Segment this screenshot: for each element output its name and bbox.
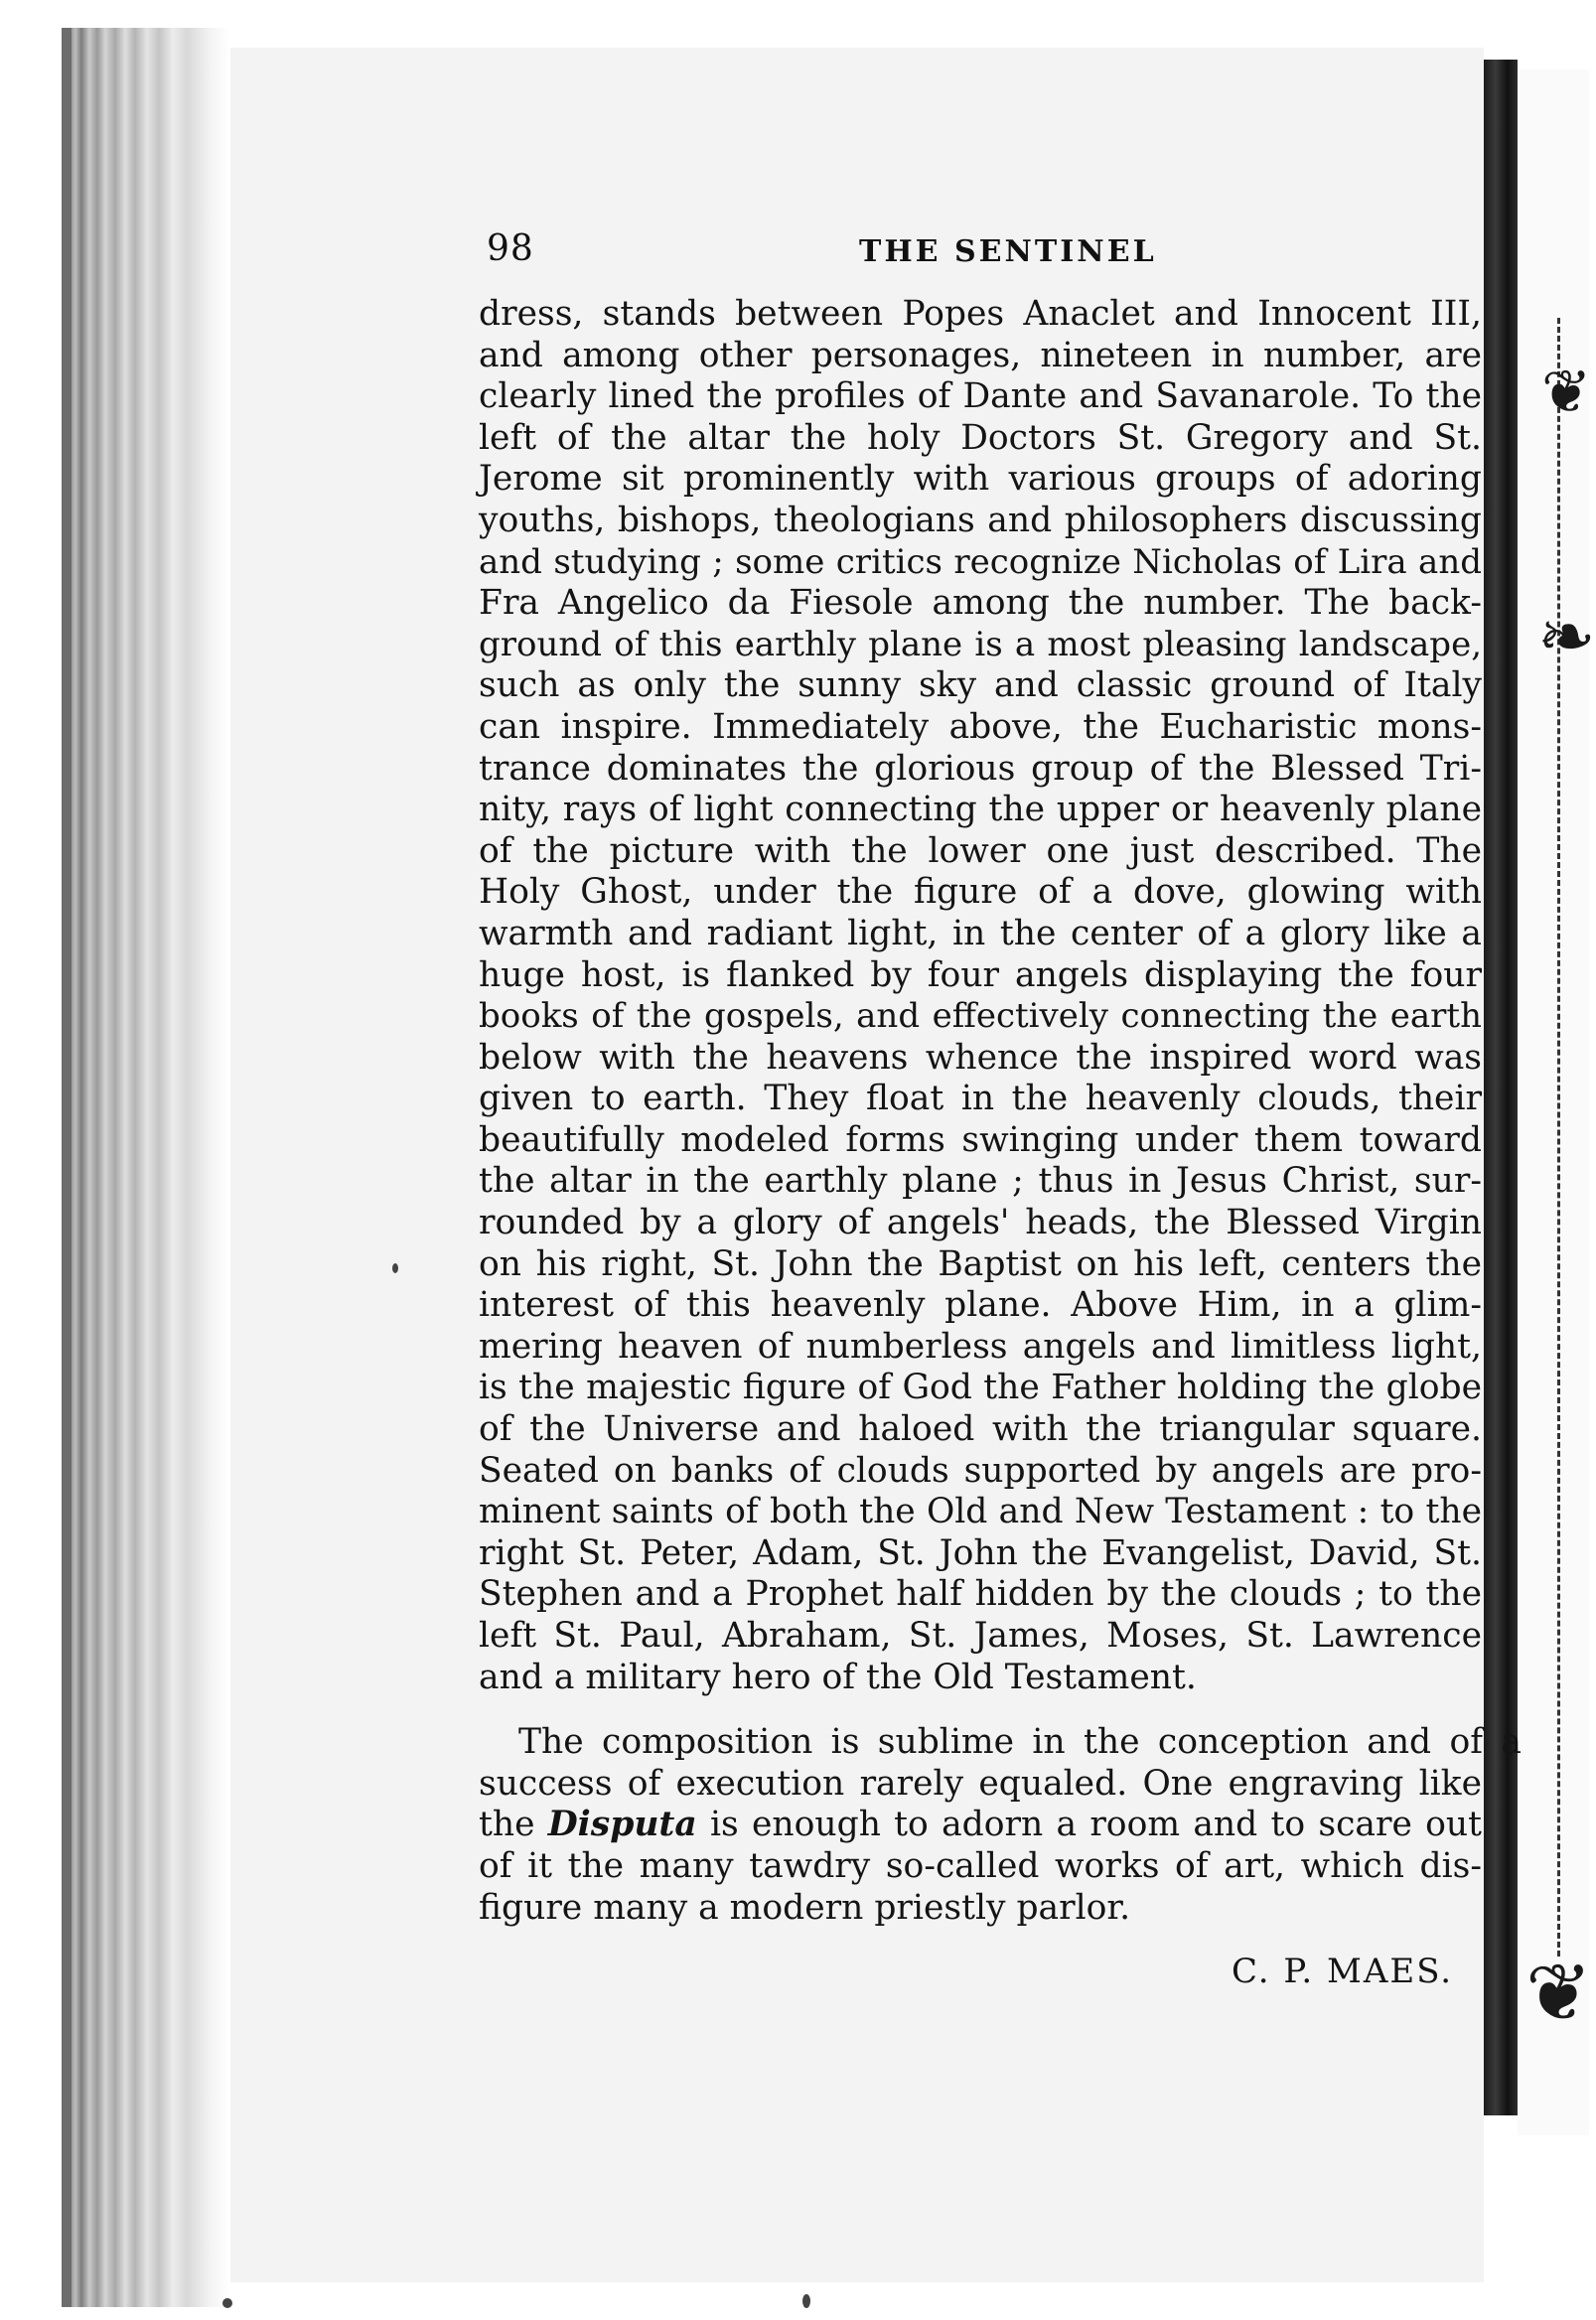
- text-fragment: the: [479, 1805, 548, 1845]
- text-line: figure many a modern priestly parlor.: [479, 1887, 1131, 1928]
- text-fragment: is enough to adorn a room and to scare out: [696, 1805, 1482, 1845]
- text-line: the altar in the earthly plane ; thus in Jesus Christ, sur-: [479, 1161, 1482, 1202]
- book-edge: [62, 28, 230, 2307]
- paragraph-gap: [479, 1698, 1482, 1722]
- text-line: Seated on banks of clouds supported by angels are pro-: [479, 1450, 1482, 1491]
- page-header: [487, 228, 1490, 288]
- text-line: Fra Angelico da Fiesole among the number. The back-: [479, 583, 1482, 624]
- running-title: THE SENTINEL: [859, 234, 1157, 269]
- text-line: minent saints of both the Old and New Testament : to the: [479, 1492, 1482, 1532]
- author-signature: C. P. MAES.: [1232, 1952, 1454, 1991]
- scan-speck: [392, 1263, 398, 1273]
- text-line: of the Universe and haloed with the triangular square.: [479, 1409, 1482, 1450]
- text-line: and studying ; some critics recognize Nicholas of Lira and: [479, 541, 1482, 582]
- text-line: huge host, is flanked by four angels displaying the four: [479, 954, 1482, 995]
- text-line: and a military hero of the Old Testament.: [479, 1657, 1197, 1697]
- text-line: trance dominates the glorious group of the Blessed Tri-: [479, 748, 1482, 789]
- text-line: left St. Paul, Abraham, St. James, Moses, St. Lawrence: [479, 1616, 1482, 1656]
- ornament-bottom-icon: ❦: [1525, 1947, 1593, 2039]
- text-line: given to earth. They float in the heavenly clouds, their: [479, 1079, 1482, 1119]
- text-line: of it the many tawdry so-called works of art, which dis-: [479, 1845, 1482, 1886]
- artwork-title: Disputa: [547, 1805, 697, 1845]
- ornament-border-line: [1557, 318, 1560, 1957]
- article-body: [479, 294, 1522, 1929]
- text-line: Stephen and a Prophet half hidden by the clouds ; to the: [479, 1574, 1482, 1615]
- text-line: interest of this heavenly plane. Above Him, in a glim-: [479, 1285, 1482, 1326]
- scan-speck: [222, 2298, 232, 2308]
- text-line: left of the altar the holy Doctors St. Gregory and St.: [479, 417, 1482, 458]
- book-spine: [1484, 60, 1518, 2115]
- text-line: mering heaven of numberless angels and limitless light,: [479, 1326, 1482, 1367]
- text-line: ground of this earthly plane is a most pleasing landscape,: [479, 624, 1482, 664]
- text-line: such as only the sunny sky and classic ground of Italy: [479, 665, 1482, 706]
- text-line: warmth and radiant light, in the center of a glory like a: [479, 913, 1482, 953]
- text-line: is the majestic figure of God the Father holding the globe: [479, 1368, 1482, 1408]
- book-edge-shadow: [62, 28, 72, 2307]
- text-line: dress, stands between Popes Anaclet and Innocent III,: [479, 294, 1482, 334]
- text-line: on his right, St. John the Baptist on his left, centers the: [479, 1243, 1482, 1284]
- text-line: [479, 1805, 1482, 1846]
- text-line: Jerome sit prominently with various groups of adoring: [479, 459, 1482, 500]
- text-line: rounded by a glory of angels' heads, the Blessed Virgin: [479, 1203, 1482, 1243]
- text-line: The composition is sublime in the conception and of a: [518, 1722, 1522, 1763]
- text-line: can inspire. Immediately above, the Eucharistic mons-: [479, 706, 1482, 747]
- text-line: below with the heavens whence the inspired word was: [479, 1037, 1482, 1078]
- text-line: nity, rays of light connecting the upper or heavenly plane: [479, 790, 1482, 830]
- text-line: right St. Peter, Adam, St. John the Evangelist, David, St.: [479, 1532, 1482, 1573]
- paragraph: [479, 1722, 1522, 1929]
- text-line: beautifully modeled forms swinging under them toward: [479, 1119, 1482, 1160]
- ornament-flourish-icon: ❦: [1541, 358, 1592, 427]
- scan-speck: [802, 2294, 810, 2308]
- text-line: and among other personages, nineteen in number, are: [479, 335, 1482, 375]
- text-line: books of the gospels, and effectively connecting the earth: [479, 996, 1482, 1037]
- text-line: clearly lined the profiles of Dante and Savanarole. To the: [479, 376, 1482, 417]
- text-line: Holy Ghost, under the figure of a dove, glowing with: [479, 872, 1482, 913]
- ornament-scroll-icon: ❧: [1537, 596, 1596, 677]
- text-line: of the picture with the lower one just described. The: [479, 830, 1482, 871]
- text-line: success of execution rarely equaled. One engraving like: [479, 1763, 1482, 1804]
- paragraph: [479, 294, 1482, 1698]
- text-line: youths, bishops, theologians and philosophers discussing: [479, 500, 1482, 540]
- page-number: 98: [487, 228, 534, 269]
